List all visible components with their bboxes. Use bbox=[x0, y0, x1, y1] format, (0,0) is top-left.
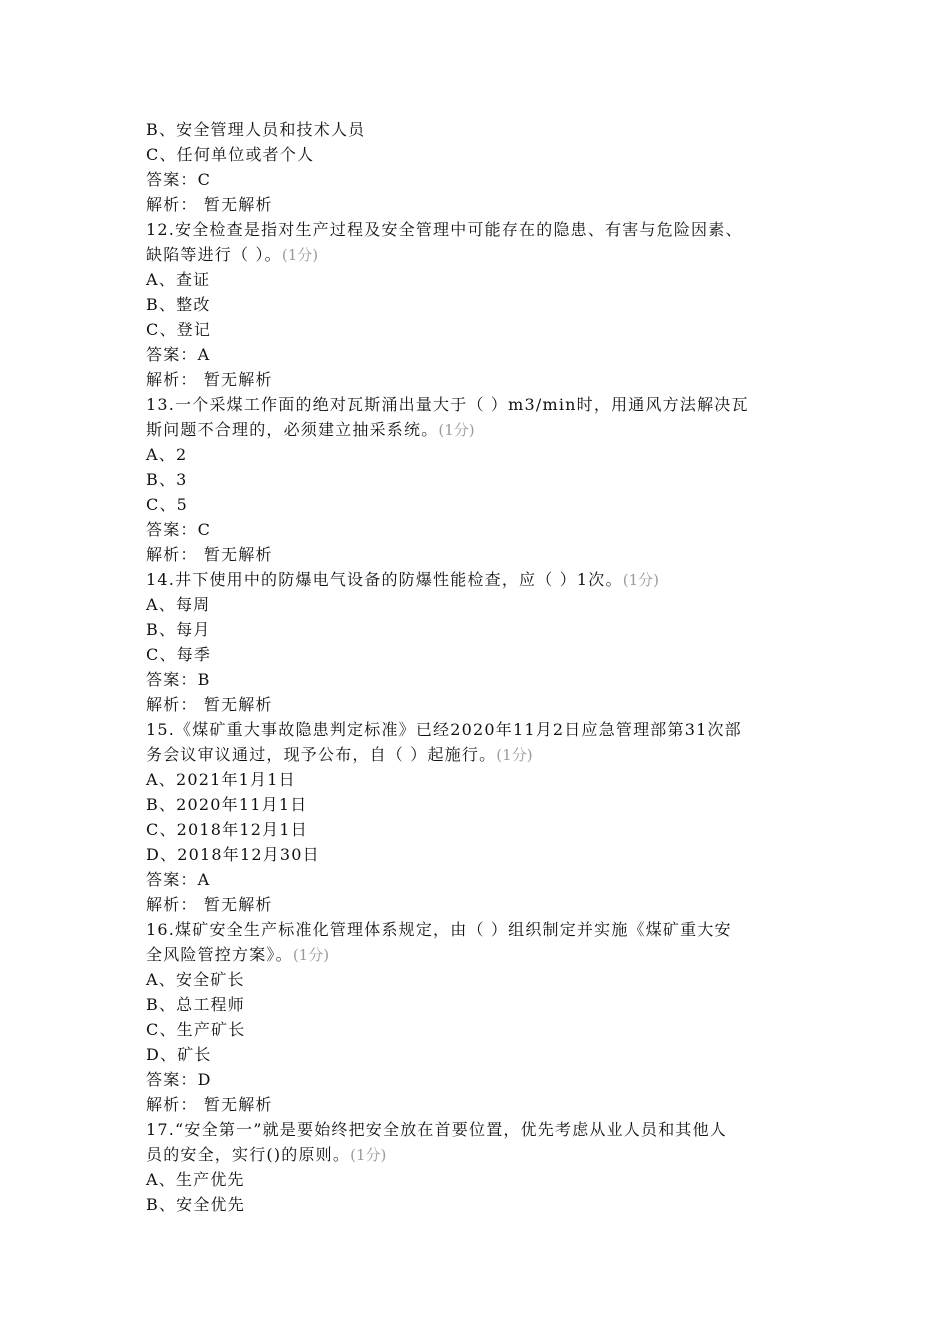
option-line bbox=[146, 842, 826, 867]
answer-line bbox=[146, 867, 826, 892]
answer-line bbox=[146, 1067, 826, 1092]
question-text: 斯问题不合理的，必须建立抽采系统。 bbox=[146, 420, 439, 439]
answer-line bbox=[146, 517, 826, 542]
option-text: A、每周 bbox=[146, 595, 211, 614]
option-text: C、每季 bbox=[146, 645, 212, 664]
option-text: C、任何单位或者个人 bbox=[146, 145, 315, 164]
option-line bbox=[146, 1167, 826, 1192]
option-text: B、安全优先 bbox=[146, 1195, 245, 1214]
score-label: (1分) bbox=[292, 946, 330, 964]
option-line bbox=[146, 317, 826, 342]
option-line bbox=[146, 467, 826, 492]
question-text: 务会议审议通过，现予公布，自（ ）起施行。 bbox=[146, 745, 497, 764]
option-line bbox=[146, 592, 826, 617]
question-line bbox=[146, 1117, 826, 1142]
option-text: B、安全管理人员和技术人员 bbox=[146, 120, 366, 139]
question-line bbox=[146, 742, 826, 767]
question-text: 12.安全检查是指对生产过程及安全管理中可能存在的隐患、有害与危险因素、 bbox=[146, 220, 743, 239]
option-line bbox=[146, 642, 826, 667]
option-line bbox=[146, 992, 826, 1017]
question-line bbox=[146, 217, 826, 242]
answer-line bbox=[146, 667, 826, 692]
answer-text: 答案：B bbox=[146, 670, 211, 689]
question-line bbox=[146, 942, 826, 967]
question-text: 16.煤矿安全生产标准化管理体系规定，由（ ）组织制定并实施《煤矿重大安 bbox=[146, 920, 732, 939]
option-text: A、生产优先 bbox=[146, 1170, 245, 1189]
option-text: A、2 bbox=[146, 445, 188, 464]
score-label: (1分) bbox=[438, 421, 475, 439]
score-label: (1分) bbox=[622, 571, 659, 589]
option-text: A、2021年1月1日 bbox=[146, 770, 296, 789]
question-line bbox=[146, 917, 826, 942]
analysis-text: 解析： 暂无解析 bbox=[146, 695, 273, 714]
answer-text: 答案：C bbox=[146, 520, 212, 539]
question-line bbox=[146, 567, 826, 592]
option-line bbox=[146, 1042, 826, 1067]
analysis-line bbox=[146, 892, 826, 917]
question-text: 14.井下使用中的防爆电气设备的防爆性能检查，应（ ）1次。 bbox=[146, 570, 623, 589]
answer-text: 答案：D bbox=[146, 1070, 212, 1089]
answer-text: 答案：A bbox=[146, 870, 211, 889]
question-line bbox=[146, 1142, 826, 1167]
document-page bbox=[146, 117, 826, 1217]
option-text: A、安全矿长 bbox=[146, 970, 245, 989]
question-line bbox=[146, 242, 826, 267]
option-line bbox=[146, 767, 826, 792]
question-line bbox=[146, 417, 826, 442]
option-line bbox=[146, 292, 826, 317]
option-text: C、2018年12月1日 bbox=[146, 820, 308, 839]
score-label: (1分) bbox=[281, 246, 319, 264]
option-line bbox=[146, 1192, 826, 1217]
option-text: A、查证 bbox=[146, 270, 211, 289]
option-text: B、每月 bbox=[146, 620, 211, 639]
option-line bbox=[146, 1017, 826, 1042]
option-line bbox=[146, 817, 826, 842]
option-text: C、5 bbox=[146, 495, 189, 514]
question-line bbox=[146, 392, 826, 417]
analysis-text: 解析： 暂无解析 bbox=[146, 195, 273, 214]
analysis-text: 解析： 暂无解析 bbox=[146, 545, 273, 564]
score-label: (1分) bbox=[350, 1146, 387, 1164]
analysis-text: 解析： 暂无解析 bbox=[146, 895, 273, 914]
question-text: 13.一个采煤工作面的绝对瓦斯涌出量大于（ ）m3/min时，用通风方法解决瓦 bbox=[146, 395, 749, 414]
option-text: B、总工程师 bbox=[146, 995, 245, 1014]
option-text: B、3 bbox=[146, 470, 188, 489]
score-label: (1分) bbox=[496, 746, 533, 764]
question-text: 全风险管控方案》。 bbox=[146, 945, 293, 964]
question-text: 员的安全，实行()的原则。 bbox=[146, 1145, 351, 1164]
option-text: C、生产矿长 bbox=[146, 1020, 246, 1039]
option-line bbox=[146, 142, 826, 167]
analysis-line bbox=[146, 1092, 826, 1117]
option-text: D、矿长 bbox=[146, 1045, 212, 1064]
answer-text: 答案：C bbox=[146, 170, 212, 189]
analysis-line bbox=[146, 692, 826, 717]
option-text: B、整改 bbox=[146, 295, 211, 314]
answer-line bbox=[146, 342, 826, 367]
analysis-text: 解析： 暂无解析 bbox=[146, 1095, 273, 1114]
option-line bbox=[146, 117, 826, 142]
option-text: B、2020年11月1日 bbox=[146, 795, 308, 814]
question-text: 缺陷等进行（ ）。 bbox=[146, 245, 282, 264]
question-text: 15.《煤矿重大事故隐患判定标准》已经2020年11月2日应急管理部第31次部 bbox=[146, 720, 742, 739]
option-text: C、登记 bbox=[146, 320, 212, 339]
option-line bbox=[146, 617, 826, 642]
option-line bbox=[146, 267, 826, 292]
analysis-line bbox=[146, 192, 826, 217]
option-line bbox=[146, 442, 826, 467]
option-line bbox=[146, 492, 826, 517]
answer-line bbox=[146, 167, 826, 192]
question-text: 17.“安全第一”就是要始终把安全放在首要位置，优先考虑从业人员和其他人 bbox=[146, 1120, 728, 1139]
analysis-line bbox=[146, 542, 826, 567]
option-text: D、2018年12月30日 bbox=[146, 845, 320, 864]
option-line bbox=[146, 792, 826, 817]
question-line bbox=[146, 717, 826, 742]
option-line bbox=[146, 967, 826, 992]
analysis-line bbox=[146, 367, 826, 392]
analysis-text: 解析： 暂无解析 bbox=[146, 370, 273, 389]
answer-text: 答案：A bbox=[146, 345, 211, 364]
